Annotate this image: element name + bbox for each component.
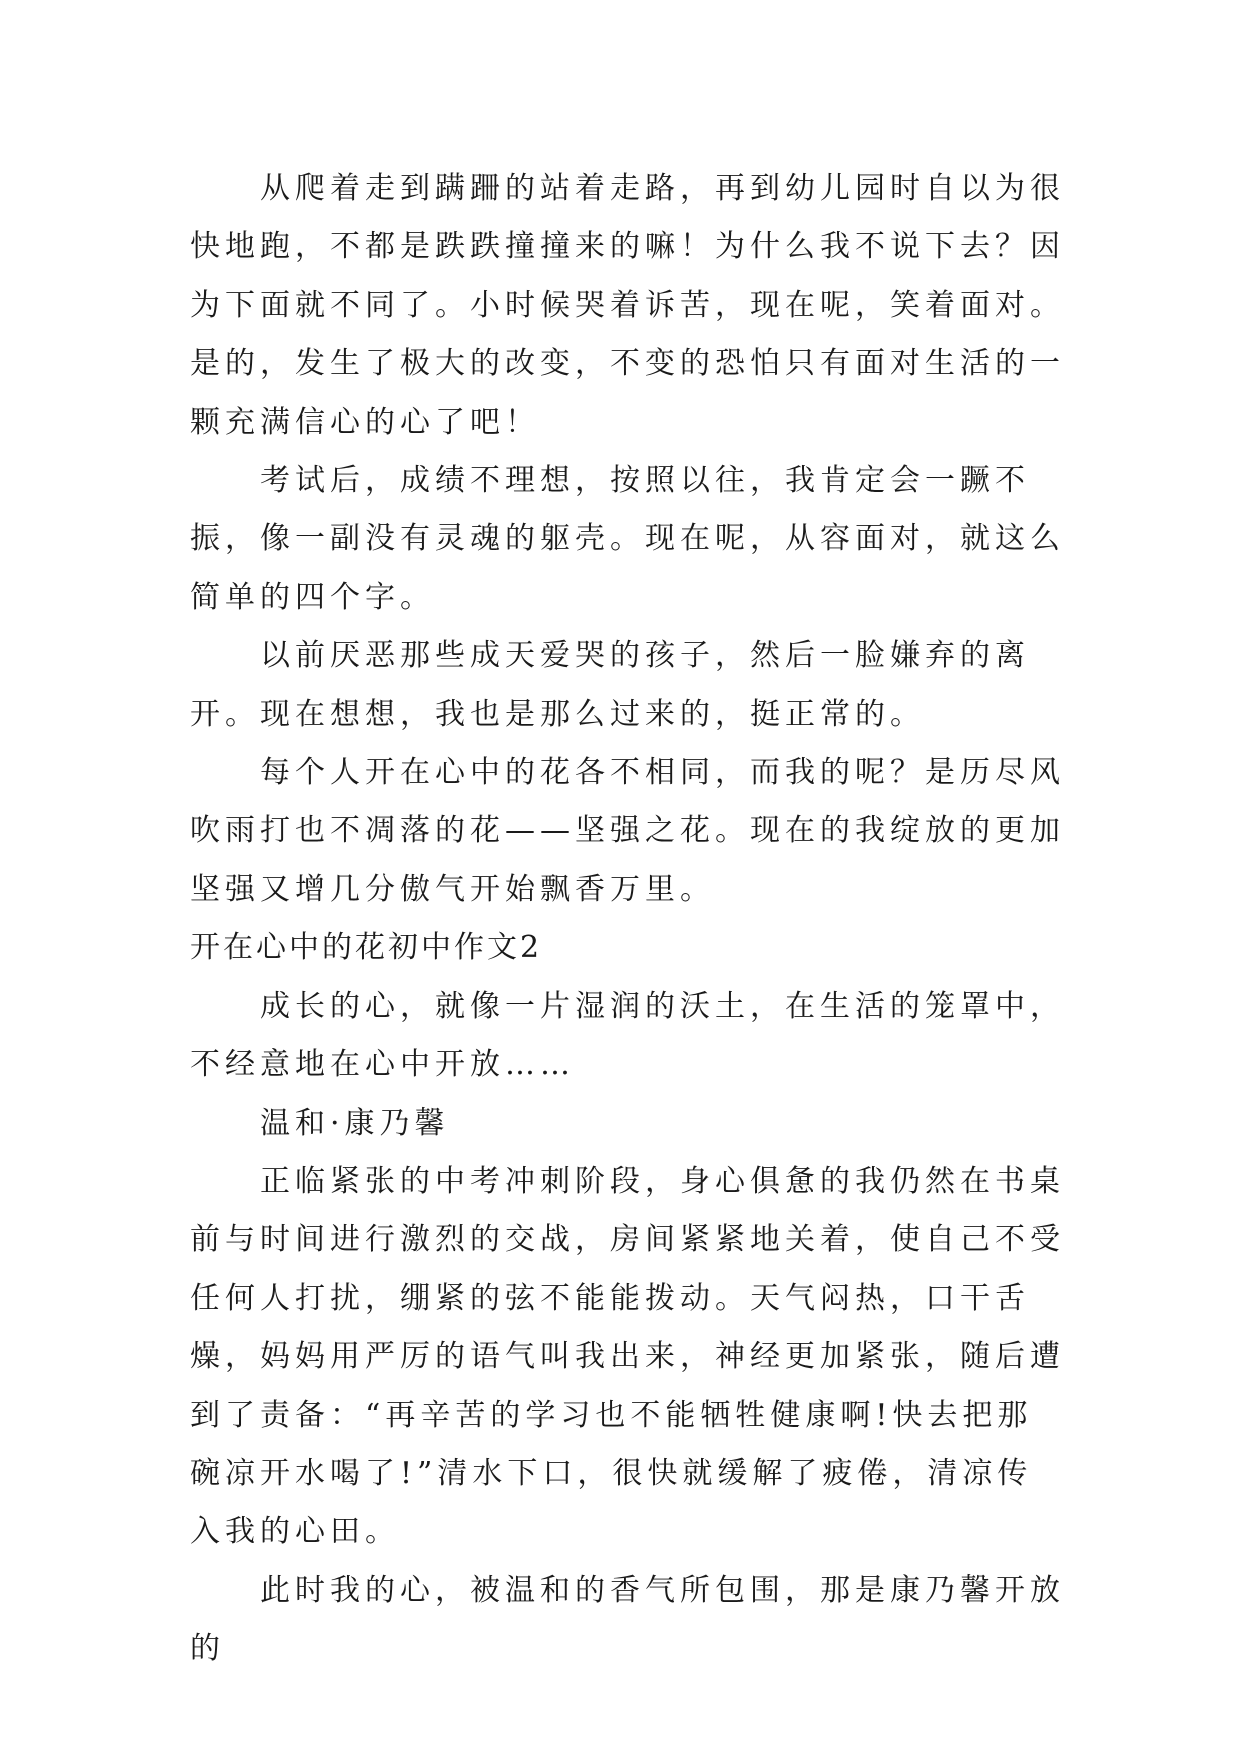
- paragraph: 正临紧张的中考冲刺阶段，身心俱惫的我仍然在书桌前与时间进行激烈的交战，房间紧紧地关着，使自己不受任何人打扰，绷紧的弦不能能拨动。天气闷热，口干舌燥，妈妈用严厉的语气叫我出来，神经更加紧张，随后遭到了责备：“再辛苦的学习也不能牺牲健康啊!快去把那碗凉开水喝了!”清水下口，很快就缓解了疲倦，清凉传入我的心田。: [190, 1163, 1065, 1550]
- paragraph: 考试后，成绩不理想，按照以往，我肯定会一蹶不振，像一副没有灵魂的躯壳。现在呢，从容面对，就这么简单的四个字。: [190, 463, 1065, 615]
- paragraph: 成长的心，就像一片湿润的沃土，在生活的笼罩中，不经意地在心中开放……: [190, 988, 1065, 1083]
- section-subheading: 温和·康乃馨: [260, 1105, 450, 1141]
- document-body: [190, 160, 1066, 1679]
- paragraph: 每个人开在心中的花各不相同，而我的呢？是历尽风吹雨打也不凋落的花——坚强之花。现在的我绽放的更加坚强又增几分傲气开始飘香万里。: [190, 755, 1065, 907]
- section-title: 开在心中的花初中作文2: [190, 930, 543, 966]
- paragraph: 以前厌恶那些成天爱哭的孩子，然后一脸嫌弃的离开。现在想想，我也是那么过来的，挺正常的。: [190, 638, 1030, 732]
- paragraph: 从爬着走到蹒跚的站着走路，再到幼儿园时自以为很快地跑，不都是跌跌撞撞来的嘛！为什么我不说下去？因为下面就不同了。小时候哭着诉苦，现在呢，笑着面对。是的，发生了极大的改变，不变的恐怕只有面对生活的一颗充满信心的心了吧！: [190, 171, 1065, 440]
- paragraph: 此时我的心，被温和的香气所包围，那是康乃馨开放的: [190, 1572, 1065, 1667]
